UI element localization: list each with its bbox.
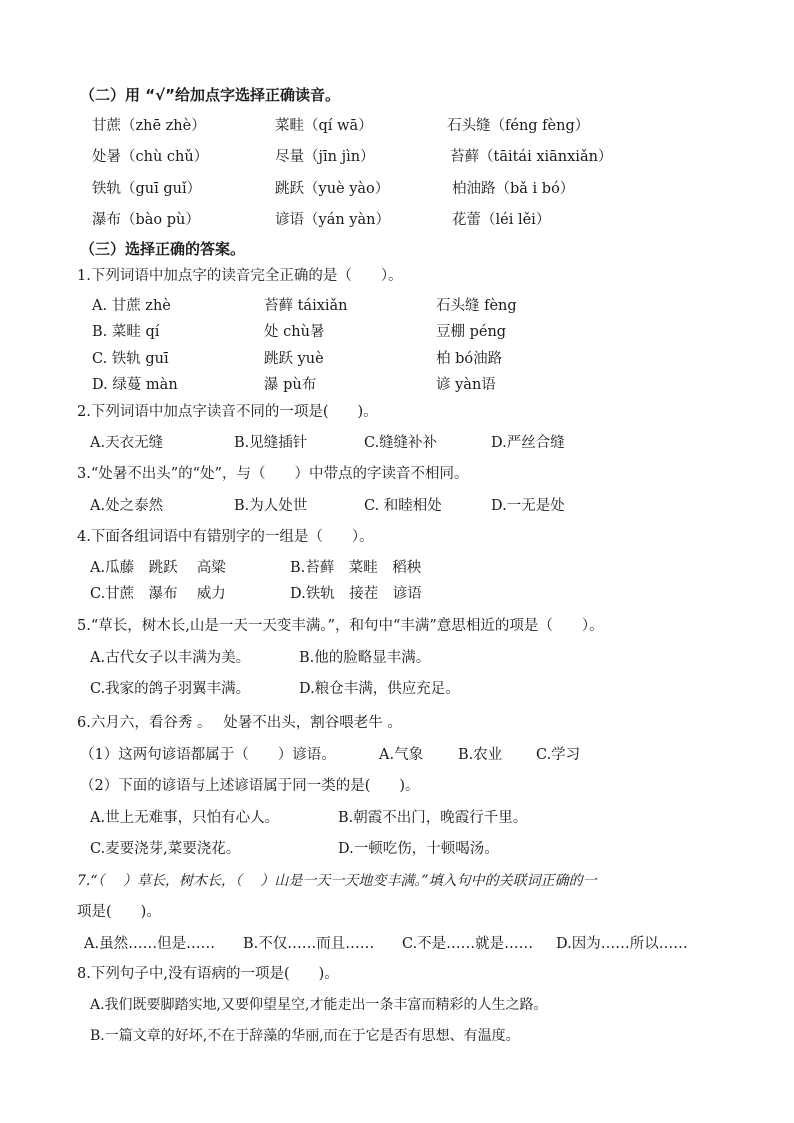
q2-option-a: A.天衣无缝 <box>90 435 164 451</box>
pinyin-item: 谚语（yán yàn） <box>275 212 390 228</box>
q7-option-b: B.不仅……而且…… <box>243 936 375 952</box>
q1-option: 豆棚 péng <box>436 324 507 340</box>
q6-options-row-2 <box>90 837 750 857</box>
q1-option: B. 菜畦 qí <box>92 324 160 340</box>
q1-option: 苔藓 táixiǎn <box>264 298 348 314</box>
q5-option-c: C.我家的鸽子羽翼丰满。 <box>90 681 251 697</box>
pinyin-item: 花蕾（léi lěi） <box>452 212 551 228</box>
q4-option-a: A.瓜藤 跳跃 高粱 <box>90 560 226 576</box>
section-3-heading: （三）选择正确的答案。 <box>80 240 246 258</box>
q4-option-c: C.甘蔗 瀑布 威力 <box>90 586 226 602</box>
q4-options-row-1 <box>90 556 750 576</box>
q1-option-row-c <box>92 347 742 367</box>
q1-option: 柏 bó油路 <box>436 351 503 367</box>
question-2-stem: 2.下列词语中加点字读音不同的一项是( )。 <box>77 404 378 420</box>
pinyin-item: 尽量（jīn jìn） <box>275 149 375 165</box>
q6-option-c: C.麦要浇芽,菜要浇花。 <box>90 841 241 857</box>
pinyin-item: 瀑布（bào pù） <box>92 212 200 228</box>
pinyin-row-3 <box>92 177 742 199</box>
q6-sub2-stem: （2）下面的谚语与上述谚语属于同一类的是( )。 <box>80 778 420 794</box>
q1-option: 谚 yàn语 <box>436 377 496 393</box>
q2-option-c: C.缝缝补补 <box>364 435 438 451</box>
pinyin-item: 铁轨（guī guǐ） <box>92 181 202 197</box>
q1-option-row-a <box>92 294 742 314</box>
pinyin-row-2 <box>92 145 742 167</box>
q6-sub1-option-b: B.农业 <box>458 747 503 763</box>
q3-option-b: B.为人处世 <box>234 498 308 514</box>
pinyin-item: 苔藓（tāitái xiānxiǎn） <box>450 149 613 165</box>
pinyin-item: 石头缝（féng fèng） <box>447 118 590 134</box>
q8-option-a: A.我们既要脚踏实地,又要仰望星空,才能走出一条丰富而精彩的人生之路。 <box>90 997 548 1013</box>
q1-option: 石头缝 fèng <box>436 298 517 314</box>
q7-option-a: A.虽然……但是…… <box>84 936 216 952</box>
q6-option-d: D.一顿吃伤，十顿喝汤。 <box>338 841 499 857</box>
q6-option-a: A.世上无难事，只怕有心人。 <box>90 810 280 826</box>
question-8-stem: 8.下列句子中,没有语病的一项是( )。 <box>77 966 339 982</box>
question-7-stem-line-2: 项是( )。 <box>77 904 161 920</box>
section-2-heading: （二）用 “√”给加点字选择正确读音。 <box>80 86 340 104</box>
q5-option-d: D.粮仓丰满，供应充足。 <box>299 681 460 697</box>
pinyin-item: 菜畦（qí wā） <box>275 118 373 134</box>
question-5-stem: 5.“草长，树木长,山是一天一天变丰满。”，和句中“丰满”意思相近的项是（ ）。 <box>77 618 604 634</box>
pinyin-item: 柏油路（bǎ i bó） <box>452 181 575 197</box>
pinyin-item: 跳跃（yuè yào） <box>275 181 390 197</box>
pinyin-row-1 <box>92 114 742 136</box>
q7-options <box>84 932 764 952</box>
q1-option-row-d <box>92 373 742 393</box>
q2-options <box>90 431 750 451</box>
q8-option-b: B.一篇文章的好坏,不在于辞藻的华丽,而在于它是否有思想、有温度。 <box>90 1028 520 1044</box>
q4-option-d: D.铁轨 接茬 谚语 <box>290 586 422 602</box>
question-7-stem-line-1: 7.“（ ）草长，树木长，（ ）山是一天一天地变丰满。”填入句中的关联词正确的一 <box>77 873 597 889</box>
q3-option-d: D.一无是处 <box>491 498 565 514</box>
q1-option: D. 绿蔓 màn <box>92 377 178 393</box>
q3-option-a: A.处之泰然 <box>90 498 164 514</box>
q6-sub1-option-c: C.学习 <box>536 747 581 763</box>
q3-options <box>90 494 750 514</box>
question-4-stem: 4.下面各组词语中有错别字的一组是（ ）。 <box>77 529 374 545</box>
question-3-stem: 3.“处暑不出头”的“处”，与（ ）中带点的字读音不相同。 <box>77 466 469 482</box>
q5-option-b: B.他的脸略显丰满。 <box>299 650 431 666</box>
q1-option: 跳跃 yuè <box>264 351 324 367</box>
q6-option-b: B.朝霞不出门，晚霞行千里。 <box>338 810 528 826</box>
q7-option-d: D.因为……所以…… <box>556 936 688 952</box>
q1-option: A. 甘蔗 zhè <box>92 298 171 314</box>
pinyin-item: 甘蔗（zhē zhè） <box>92 118 206 134</box>
q6-options-row-1 <box>90 806 750 826</box>
question-6-stem: 6.六月六，看谷秀 。 处暑不出头，割谷喂老牛 。 <box>77 715 402 731</box>
question-1-stem: 1.下列词语中加点字的读音完全正确的是（ ）。 <box>77 268 403 284</box>
q1-option: 瀑 pù布 <box>264 377 317 393</box>
q4-option-b: B.苔藓 菜畦 稻秧 <box>290 560 422 576</box>
q5-options-row-2 <box>90 677 750 697</box>
pinyin-row-4 <box>92 208 742 230</box>
q1-option: C. 铁轨 guī <box>92 351 169 367</box>
q1-option: 处 chù暑 <box>264 324 325 340</box>
q1-option-row-b <box>92 320 742 340</box>
q2-option-b: B.见缝插针 <box>234 435 308 451</box>
q4-options-row-2 <box>90 582 750 602</box>
q6-sub1 <box>80 743 760 763</box>
q5-options-row-1 <box>90 646 750 666</box>
q6-sub1-option-a: A.气象 <box>379 747 424 763</box>
q5-option-a: A.古代女子以丰满为美。 <box>90 650 251 666</box>
q7-option-c: C.不是……就是…… <box>402 936 534 952</box>
q2-option-d: D.严丝合缝 <box>491 435 565 451</box>
pinyin-item: 处暑（chù chǔ） <box>92 149 209 165</box>
q6-sub1-stem: （1）这两句谚语都属于（ ）谚语。 <box>80 747 336 763</box>
q3-option-c: C. 和睦相处 <box>364 498 442 514</box>
